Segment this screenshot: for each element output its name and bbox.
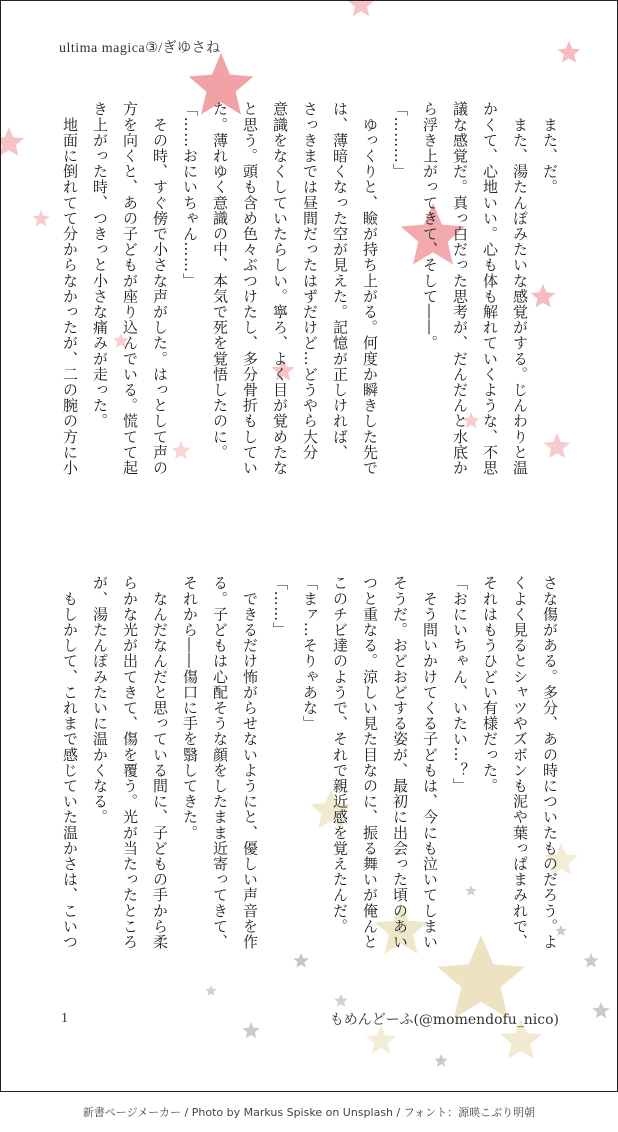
text-line: 「……」 [271,575,289,638]
text-line: る。子どもは心配そうな顔をしたまま近寄ってきて、 [211,575,229,950]
text-line: つと重なる。涼しい見た目なのに、振る舞いが俺んと [361,575,379,950]
star-icon [334,994,347,1007]
footer-credits: 新書ページメーカー / Photo by Markus Spiske on Unsplash / フォント：源暎こぶり明朝 [82,1106,536,1119]
text-line: ゆっくりと、瞼が持ち上がる。何度か瞬きした先で [361,101,379,476]
text-line: その時、すぐ傍で小さな声がした。はっとして声の [151,101,169,476]
star-icon [592,1002,609,1018]
text-line: た。薄れゆく意識の中、本気で死を覚悟したのに。 [211,101,229,460]
star-icon [434,1054,447,1067]
text-line: このチビ達のようで、それで親近感を覚えたんだ。 [331,575,349,934]
text-line: それはもうひどい有様だった。 [481,575,499,794]
text-line: が、湯たんぽみたいに温かくなる。 [91,575,109,825]
author-credit: もめんどーふ(@momendofu_nico) [329,1012,559,1028]
star-icon [348,1,375,16]
star-icon [1,127,24,156]
text-line: 「………」 [391,101,409,179]
text-line: 「まァ…そりゃあな」 [301,575,319,731]
star-icon [32,210,49,226]
text-line: 議な感覚だ。真っ白だった思考が、だんだんと水底か [451,101,469,476]
text-line: 「おにいちゃん、いたい…？」 [451,575,469,794]
text-line: ら浮き上がってきて、そして――。 [421,101,439,351]
page-title: ultima magica③/ぎゆさね [59,41,221,56]
text-block-bottom [55,575,565,995]
text-line: もしかして、これまで感じていた温かさは、こいつ [61,575,79,950]
text-line: そう問いかけてくる子どもは、今にも泣いてしまい [421,575,439,950]
text-line: かくて、心地いい。心も体も解れていくような、不思 [481,101,499,476]
text-line: は、薄暗くなった空が見えた。記憶が正しければ、 [331,101,349,460]
text-line: 地面に倒れてて分からなかったが、二の腕の方に小 [61,101,79,476]
star-icon [242,1022,259,1038]
text-line: くよく見るとシャツやズボンも泥や葉っぱまみれで、 [511,575,529,950]
text-line: また、湯たんぽみたいな感覚がする。じんわりと温 [511,101,529,476]
page-number: 1 [61,1011,68,1026]
text-line: さな傷がある。多分、あの時についたものだろう。よ [541,575,559,950]
text-line: と思う。頭も含め色々ぶつけたし、多分骨折もしてい [241,101,259,476]
star-icon [558,41,581,63]
text-line: 方を向くと、あの子どもが座り込んでいる。慌てて起 [121,101,139,476]
text-line: できるだけ怖がらせないようにと、優しい声音を作 [241,575,259,950]
text-line: 意識をなくしていたらしい。寧ろ、よく目が覚めたな [271,101,289,476]
text-line: き上がった時、つきっと小さな痛みが走った。 [91,101,109,429]
text-line: また、だ。 [541,101,559,195]
text-line: 「……おにいちゃん……」 [181,101,199,289]
text-block-top [55,101,565,521]
star-icon [583,953,598,968]
text-line: そうだ。おどおどする姿が、最初に出会った頃のあい [391,575,409,950]
text-line: さっきまでは昼間だったはずだけど…どうやら大分 [301,101,319,460]
text-line: それから――傷口に手を翳してきた。 [181,575,199,841]
star-icon [366,1025,396,1054]
text-line: なんだなんだと思っている間に、子どもの手から柔 [151,575,169,950]
text-line: らかな光が出てきて、傷を覆う。光が当たったところ [121,575,139,950]
